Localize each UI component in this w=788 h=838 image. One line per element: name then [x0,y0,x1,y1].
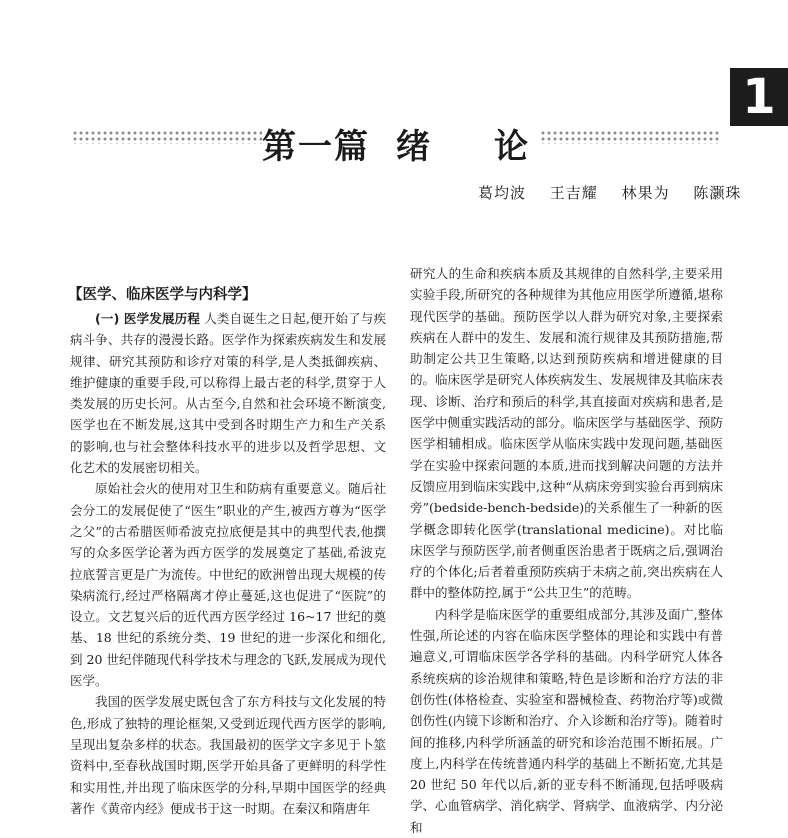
author-name: 林果为 [621,184,670,202]
paragraph-text: 人类自诞生之日起,便开始了与疾病斗争、共存的漫漫长路。医学作为探索疾病发生和发展规律、研究其预防和诊疗对策的科学,是人类抵御疾病、维护健康的重要手段,可以称得上最古老的科学,贯穿于人类发展的历史长河。从古至今,自然和社会环境不断演变,医学也在不断发展,这其中受到各时期生产力和生产关系的影响,也与社会整体科技水平的进步以及哲学思想、文化艺术的发展密切相关。 [70,311,386,476]
part-title-word1: 绪 [396,127,430,167]
author-name: 葛均波 [478,184,527,202]
paragraph [70,308,386,478]
part-title [262,122,538,172]
title-decoration-right [540,130,720,144]
paragraph: 我国的医学发展史既包含了东方科技与文化发展的特色,形成了独特的理论框架,又受到近现代西方医学的影响,呈现出复杂多样的状态。我国最初的医学文字多见于卜筮资料中,至春秋战国时期,医学开始具备了更鲜明的科学性和实用性,并出现了临床医学的分科,早期中国医学的经典著作《黄帝内经》便成书于这一时期。在秦汉和隋唐年 [70,694,386,816]
left-column [70,284,386,819]
part-title-word2: 论 [494,127,528,167]
chapter-number-tab: 1 [730,68,788,126]
paragraph: 内科学是临床医学的重要组成部分,其涉及面广,整体性强,所论述的内容在临床医学整体的理论和实践中有普遍意义,可谓临床医学各学科的基础。内科学研究人体各系统疾病的诊治规律和策略,特色是诊断和治疗方法的非创伤性(体格检查、实验室和器械检查、药物治疗等)或微创伤性(内镜下诊断和治疗、介入诊断和治疗等)。随着时间的推移,内科学所涵盖的研究和诊治范围不断拓展。广度上,内科学在传统普通内科学的基础上不断拓宽,尤其是 20 世纪 50 年代以后,新的亚专科不断涌现,包括呼吸病学、心血管病学、消化病学、肾病学、血液病学、内分泌和 [410,606,723,835]
title-decoration-left [72,130,262,144]
paragraph-subhead: (一) 医学发展历程 [95,311,201,326]
author-name: 陈灏珠 [693,184,742,202]
author-list [478,182,741,203]
paragraph: 原始社会火的使用对卫生和防病有重要意义。随后社会分工的发展促使了“医生”职业的产生,被西方尊为“医学之父”的古希腊医师希波克拉底便是其中的典型代表,他撰写的众多医学论著为西方医学的发展奠定了基础,希波克拉底誓言更是广为流传。中世纪的欧洲曾出现大规模的传染病流行,经过严格隔离才停止蔓延,这也促进了“医院”的设立。文艺复兴后的近代西方医学经过 16~17 世纪的奠基、18 世纪的系统分类、19 世纪的进一步深化和细化,到 20 世纪伴随现代科学技术与理念的飞跃,发展成为现代医学。 [70,481,386,689]
part-title-prefix: 第一篇 [262,127,370,167]
paragraph: 研究人的生命和疾病本质及其规律的自然科学,主要采用实验手段,所研究的各种规律为其他应用医学所遵循,堪称现代医学的基础。预防医学以人群为研究对象,主要探索疾病在人群中的发生、发展和流行规律及其预防措施,帮助制定公共卫生策略,以达到预防疾病和增进健康的目的。临床医学是研究人体疾病发生、发展规律及其临床表现、诊断、治疗和预后的科学,其直接面对疾病和患者,是医学中侧重实践活动的部分。临床医学与基础医学、预防医学相辅相成。临床医学从临床实践中发现问题,基础医学在实验中探索问题的本质,进而找到解决问题的方法并反馈应用到临床实践中,这种“从病床旁到实验台再到病床旁”(bedside-bench-bedside)的关系催生了一种新的医学概念即转化医学(translational medicine)。对比临床医学与预防医学,前者侧重医治患者于既病之后,强调治疗的个体化;后者着重预防疾病于未病之前,突出疾病在人群中的整体防控,属于“公共卫生”的范畴。 [410,266,723,601]
right-column [410,263,723,838]
author-name: 王吉耀 [549,184,598,202]
section-heading: 【医学、临床医学与内科学】 [68,287,257,303]
